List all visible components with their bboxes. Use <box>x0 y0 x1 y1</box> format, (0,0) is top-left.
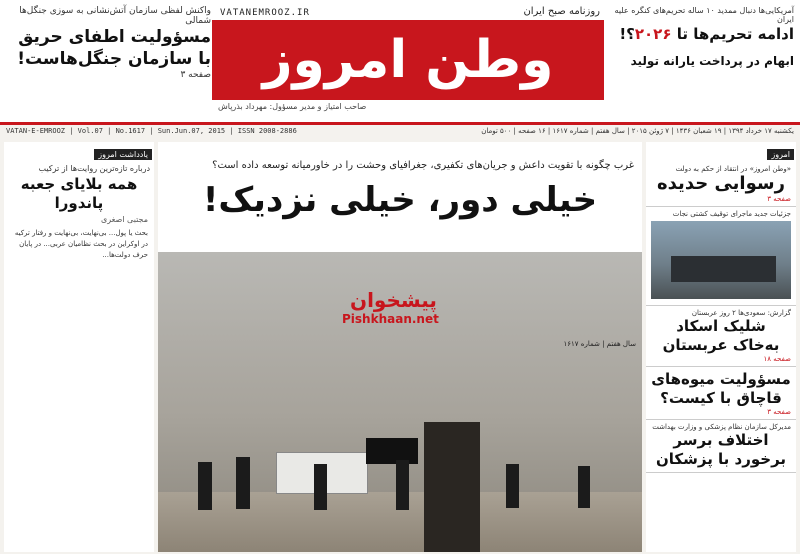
teaser-headline[interactable] <box>608 24 794 44</box>
news-kicker: گزارش: سعودی‌ها ۲ روز عربستان <box>691 309 791 317</box>
news-photo-ship <box>651 221 791 299</box>
dateline-latin: VATAN-E-EMROOZ | Vol.07 | No.1617 | Sun.Jun.07, 2015 | ISSN 2008-2886 <box>6 127 297 135</box>
website-url[interactable]: VATANEMROOZ.IR <box>220 8 310 18</box>
news-item[interactable] <box>646 162 796 207</box>
photo-figure <box>506 464 519 508</box>
left-column-editorial[interactable] <box>4 142 154 552</box>
ship-shape <box>671 256 776 282</box>
news-headline[interactable]: رسوایی حدیده <box>657 173 785 194</box>
masthead-divider <box>0 122 800 125</box>
photo-figure <box>236 457 250 509</box>
photo-figure <box>198 462 212 510</box>
headline-part: ؟! <box>619 25 635 43</box>
lead-story[interactable] <box>158 142 642 552</box>
teaser-ref: صفحه ۳ <box>180 70 211 80</box>
news-kicker: مدیرکل سازمان نظام پزشکی و وزارت بهداشت <box>652 423 791 431</box>
photo-figure <box>314 464 327 510</box>
news-headline[interactable]: شلیک اسکاد به‌خاک عربستان <box>662 317 780 354</box>
photo-caption: سال هفتم | شماره ۱۶۱۷ <box>563 340 636 348</box>
news-item[interactable] <box>646 367 796 420</box>
news-ref: صفحه ۳ <box>767 408 791 416</box>
watermark-persian: پیشخوان <box>350 288 437 312</box>
headline-year: ۲۰۲۶ <box>634 25 672 43</box>
news-headline[interactable]: اختلاف برسر برخورد با پزشکان <box>655 431 787 468</box>
news-ref: صفحه ۱۸ <box>763 355 791 363</box>
news-kicker: «وطن امروز» در انتقاد از حکم به دولت <box>675 165 791 173</box>
news-item[interactable] <box>646 207 796 306</box>
lead-photo[interactable] <box>158 252 642 552</box>
newspaper-logo <box>212 6 604 114</box>
photo-figure <box>396 460 409 510</box>
editorial-author: مجتبی اصغری <box>100 215 148 224</box>
masthead-left-teaser[interactable] <box>6 6 211 80</box>
watermark-url: Pishkhaan.net <box>342 312 439 326</box>
news-item[interactable] <box>646 306 796 367</box>
teaser-kicker: آمریکایی‌ها دنبال ممدید ۱۰ ساله تحریم‌های کنگره علیه ایران <box>614 6 794 24</box>
editorial-headline[interactable]: همه بلایای جعبه پاندورا <box>20 175 138 212</box>
lead-headline[interactable]: خیلی دور، خیلی نزدیک! <box>202 180 598 220</box>
teaser-subheadline[interactable]: ابهام در پرداخت یارانه تولید <box>630 54 794 68</box>
photo-flag <box>366 438 418 464</box>
section-tag: یادداشت امروز <box>94 149 152 160</box>
tagline: روزنامه صبح ایران <box>523 6 600 17</box>
section-tag: امروز <box>767 149 794 160</box>
masthead-right-teaser[interactable] <box>608 6 794 68</box>
editorial-kicker: درباره تازه‌ترین روایت‌ها از ترکیب <box>38 164 150 173</box>
logo-wordmark: وطن امروز <box>212 20 604 100</box>
dateline <box>6 127 794 139</box>
photo-figure <box>578 466 590 508</box>
news-ref: صفحه ۳ <box>767 195 791 203</box>
dateline-persian: یکشنبه ۱۷ خرداد ۱۳۹۴ | ۱۹ شعبان ۱۴۳۶ | ۷ ژوئن ۲۰۱۵ | سال هفتم | شماره ۱۶۱۷ | ۱۶ صفحه | ۵۰۰ تومان <box>481 127 794 135</box>
masthead <box>0 0 800 122</box>
editorial-body: بحث یا پول... بی‌نهایت، بی‌نهایت و رفتار ترکیه در اوکراین در بحث نظامیان عربی... در پایان حرف دولت‌ها... <box>14 229 148 259</box>
photo-foreground-figure <box>424 422 480 552</box>
news-headline[interactable]: مسؤولیت میوه‌های قاچاق با کیست؟ <box>651 370 791 407</box>
news-kicker: جزئیات جدید ماجرای توقیف کشتی نجات <box>672 210 791 218</box>
right-column-news[interactable] <box>646 142 796 552</box>
publisher-line: صاحب امتیاز و مدیر مسؤول: مهرداد بذرپاش <box>218 102 367 111</box>
news-item[interactable] <box>646 420 796 473</box>
teaser-headline[interactable]: مسؤولیت اطفای حریق با سازمان جنگل‌هاست! <box>17 27 211 69</box>
lead-supertitle: غرب چگونه با تقویت داعش و جریان‌های تکفیری، جغرافیای وحشت را در خاورمیانه توسعه داده است؟ <box>212 160 634 171</box>
teaser-kicker: واکنش لفظی سازمان آتش‌نشانی به سوزی جنگل‌ها شمالی <box>19 6 211 26</box>
headline-part: ادامه تحریم‌ها تا <box>671 25 794 43</box>
